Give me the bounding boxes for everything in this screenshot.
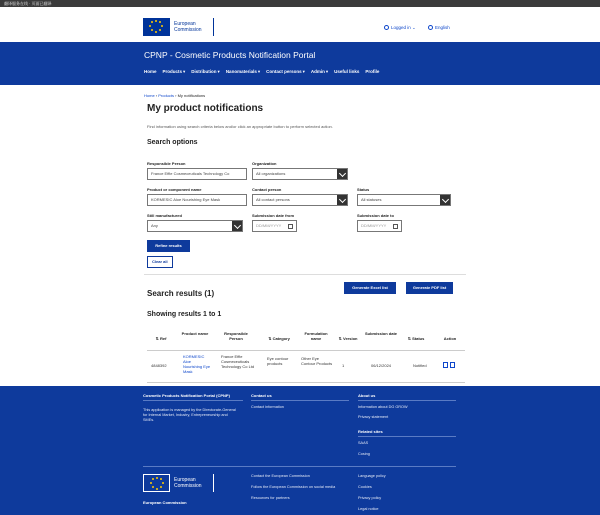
cell-formulation: Other Eye Contour Products <box>301 356 333 366</box>
contact-person-label: Contact person <box>252 187 282 192</box>
footer-cpnp-text-1: This application is managed by the Directorate-General <box>143 408 236 412</box>
logo-divider <box>213 18 214 36</box>
col-category-label: Category <box>272 336 290 341</box>
language-label: English <box>435 25 450 30</box>
col-submission-date[interactable] <box>365 331 397 336</box>
copy-icon[interactable] <box>450 362 455 368</box>
cell-status: Notified <box>413 363 427 368</box>
breadcrumb-products[interactable]: Products <box>158 93 175 98</box>
generate-pdf-button[interactable]: Generate PDF list <box>406 282 453 294</box>
footer-ec-logo[interactable] <box>143 474 217 492</box>
chevron-down-icon: ▾ <box>217 69 220 74</box>
still-manufactured-value: Any <box>151 223 158 228</box>
chevron-down-icon: ▾ <box>302 69 305 74</box>
portal-title: CPNP - Cosmetic Products Notification Portal <box>144 50 316 60</box>
col-responsible-person[interactable] <box>219 331 253 341</box>
nav-products[interactable]: Products <box>162 69 183 74</box>
breadcrumb-current: My notifications <box>177 93 206 98</box>
logo-text <box>174 21 202 33</box>
chevron-down-icon <box>337 194 348 206</box>
chevron-down-icon: ▾ <box>183 69 186 74</box>
col-formulation[interactable] <box>299 331 333 341</box>
product-name-value: KORMESIC Aloe Nourishing Eye Mask <box>151 197 221 202</box>
col-product-name-label: Product name <box>181 331 209 336</box>
logo-line2: Commission <box>174 483 202 489</box>
search-options-title: Search options <box>147 139 198 146</box>
footer-ec-label: European Commission <box>143 500 187 505</box>
status-select[interactable] <box>357 194 451 206</box>
breadcrumb: Home › Products › My notifications <box>144 93 206 98</box>
portal-banner <box>0 42 600 85</box>
footer-divider <box>143 400 243 401</box>
footer-privacy-policy-link[interactable]: Privacy policy <box>358 496 382 500</box>
refine-results-button[interactable]: Refine results <box>147 240 190 252</box>
login-status-link[interactable]: Logged in ⌄ <box>384 25 416 31</box>
responsible-person-value: France Effie Cosmeceuticals Technology Co <box>151 171 230 176</box>
still-manufactured-label: Still manufactured <box>147 213 182 218</box>
section-divider <box>144 274 466 275</box>
footer-cookies-link[interactable]: Cookies <box>358 485 372 489</box>
logo-line1: European <box>174 21 196 27</box>
col-ref-label: Ref <box>160 336 167 341</box>
footer-language-policy-link[interactable]: Language policy <box>358 474 386 478</box>
nav-home[interactable]: Home <box>144 69 157 74</box>
eu-flag-icon <box>143 474 170 492</box>
footer-contact-link[interactable]: Contact information <box>251 405 284 409</box>
footer-saas-link[interactable]: SAAS <box>358 441 369 445</box>
browser-translate-bar: 翻译服务在线 · 页面已翻译 <box>0 0 600 7</box>
footer-grow-link[interactable]: Information about DG GROW <box>358 405 408 409</box>
chevron-down-icon: ▾ <box>325 69 329 74</box>
cell-ref: 4848392 <box>151 363 167 368</box>
table-header <box>147 327 465 351</box>
site-footer <box>0 386 600 515</box>
product-name-label: Product or component name <box>147 187 202 192</box>
col-status-label: Status <box>412 336 425 341</box>
col-version[interactable]: ⇅ Version <box>338 336 358 341</box>
ec-logo[interactable] <box>143 18 217 36</box>
date-from-input[interactable] <box>252 220 297 232</box>
date-to-label: Submission date to <box>357 213 394 218</box>
footer-cpnp-title: Cosmetic Products Notification Portal (CPNP) <box>143 393 230 398</box>
footer-related-title: Related sites <box>358 429 383 434</box>
footer-divider <box>251 400 349 401</box>
col-ref[interactable]: ⇅ Ref <box>155 336 167 341</box>
col-responsible-person-label: Responsible Person <box>224 331 248 341</box>
nav-distribution[interactable]: Distribution <box>191 69 217 74</box>
calendar-icon[interactable] <box>393 224 398 229</box>
table-row <box>147 351 465 383</box>
date-from-placeholder: DD/MM/YYYY <box>256 223 282 228</box>
organization-select[interactable] <box>252 168 348 180</box>
footer-resources-link[interactable]: Resources for partners <box>251 496 290 500</box>
logo-line2: Commission <box>174 27 202 33</box>
showing-results-text: Showing results 1 to 1 <box>147 311 222 318</box>
nav-profile[interactable]: Profile <box>365 69 380 74</box>
footer-divider <box>143 466 456 467</box>
col-category[interactable]: ⇅ Category <box>268 336 290 341</box>
footer-cpnp-text-2: for Internal Market, Industry, Entrepreneurship and <box>143 413 228 417</box>
footer-about-title: About us <box>358 393 376 398</box>
responsible-person-label: Responsible Person <box>147 161 186 166</box>
still-manufactured-select[interactable] <box>147 220 243 232</box>
logo-text <box>174 477 202 489</box>
calendar-icon[interactable] <box>288 224 293 229</box>
cell-responsible-person: France Effie Cosmeceuticals Technology Co Ltd <box>221 354 255 369</box>
cell-version: 1 <box>342 363 345 368</box>
col-version-label: Version <box>343 336 358 341</box>
main-nav <box>144 69 379 75</box>
footer-legal-link[interactable]: Legal notice <box>358 507 379 511</box>
logo-divider <box>213 474 214 492</box>
chevron-down-icon <box>440 194 451 206</box>
product-name-input[interactable] <box>147 194 247 206</box>
organization-value: All organizations <box>256 171 286 176</box>
footer-social-link[interactable]: Follow the European Commission on social media <box>251 485 336 489</box>
nav-contact-persons[interactable]: Contact persons <box>266 69 302 74</box>
footer-divider <box>358 436 456 437</box>
search-hint: Find information using search criteria below and/or click an appropriate button to perform selected action. <box>147 124 333 129</box>
footer-cosing-link[interactable]: Cosing <box>358 452 370 456</box>
page-title: My product notifications <box>147 103 264 114</box>
login-label: Logged in <box>391 25 411 30</box>
col-status[interactable]: ⇅ Status <box>407 336 425 341</box>
footer-contact-ec-link[interactable]: Contact the European Commission <box>251 474 310 478</box>
nav-useful-links[interactable]: Useful links <box>334 69 360 74</box>
breadcrumb-home[interactable]: Home <box>144 93 155 98</box>
language-selector[interactable] <box>428 25 450 30</box>
footer-contact-title: Contact us <box>251 393 272 398</box>
nav-admin[interactable]: Admin <box>310 69 325 74</box>
globe-icon <box>428 25 433 30</box>
col-formulation-label: Formulation name <box>304 331 328 341</box>
col-submission-date-label: Submission date <box>365 331 398 336</box>
col-product-name[interactable] <box>181 331 209 336</box>
contact-person-value: All contact persons <box>256 197 290 202</box>
chevron-down-icon: ▾ <box>257 69 261 74</box>
edit-icon[interactable] <box>443 362 448 368</box>
chevron-down-icon <box>232 220 243 232</box>
status-label: Status <box>357 187 370 192</box>
generate-excel-button[interactable]: Generate Excel list <box>344 282 396 294</box>
footer-divider <box>358 400 456 401</box>
clear-all-button[interactable]: Clear all <box>147 256 173 268</box>
responsible-person-input[interactable] <box>147 168 247 180</box>
footer-cpnp-text-3: SMEs. <box>143 418 155 422</box>
cell-submission-date: 06/12/2024 <box>371 363 392 368</box>
site-header <box>0 7 600 42</box>
footer-privacy-link[interactable]: Privacy statement <box>358 415 389 419</box>
contact-person-select[interactable] <box>252 194 348 206</box>
user-icon <box>384 25 389 30</box>
date-to-input[interactable] <box>357 220 402 232</box>
cell-product-name-link[interactable]: KORMESIC Aloe Nourishing Eye Mask <box>183 354 211 374</box>
page <box>0 7 600 515</box>
date-from-label: Submission date from <box>252 213 295 218</box>
eu-flag-icon <box>143 18 170 36</box>
cell-category: Eye contour products <box>267 356 289 366</box>
search-results-title: Search results (1) <box>147 289 215 298</box>
logo-line1: European <box>174 477 196 483</box>
col-action: Action <box>443 336 457 341</box>
nav-nanomaterials[interactable]: Nanomaterials <box>225 69 257 74</box>
status-value: All statuses <box>361 197 382 202</box>
chevron-down-icon <box>337 168 348 180</box>
date-to-placeholder: DD/MM/YYYY <box>361 223 387 228</box>
organization-label: Organization <box>252 161 277 166</box>
